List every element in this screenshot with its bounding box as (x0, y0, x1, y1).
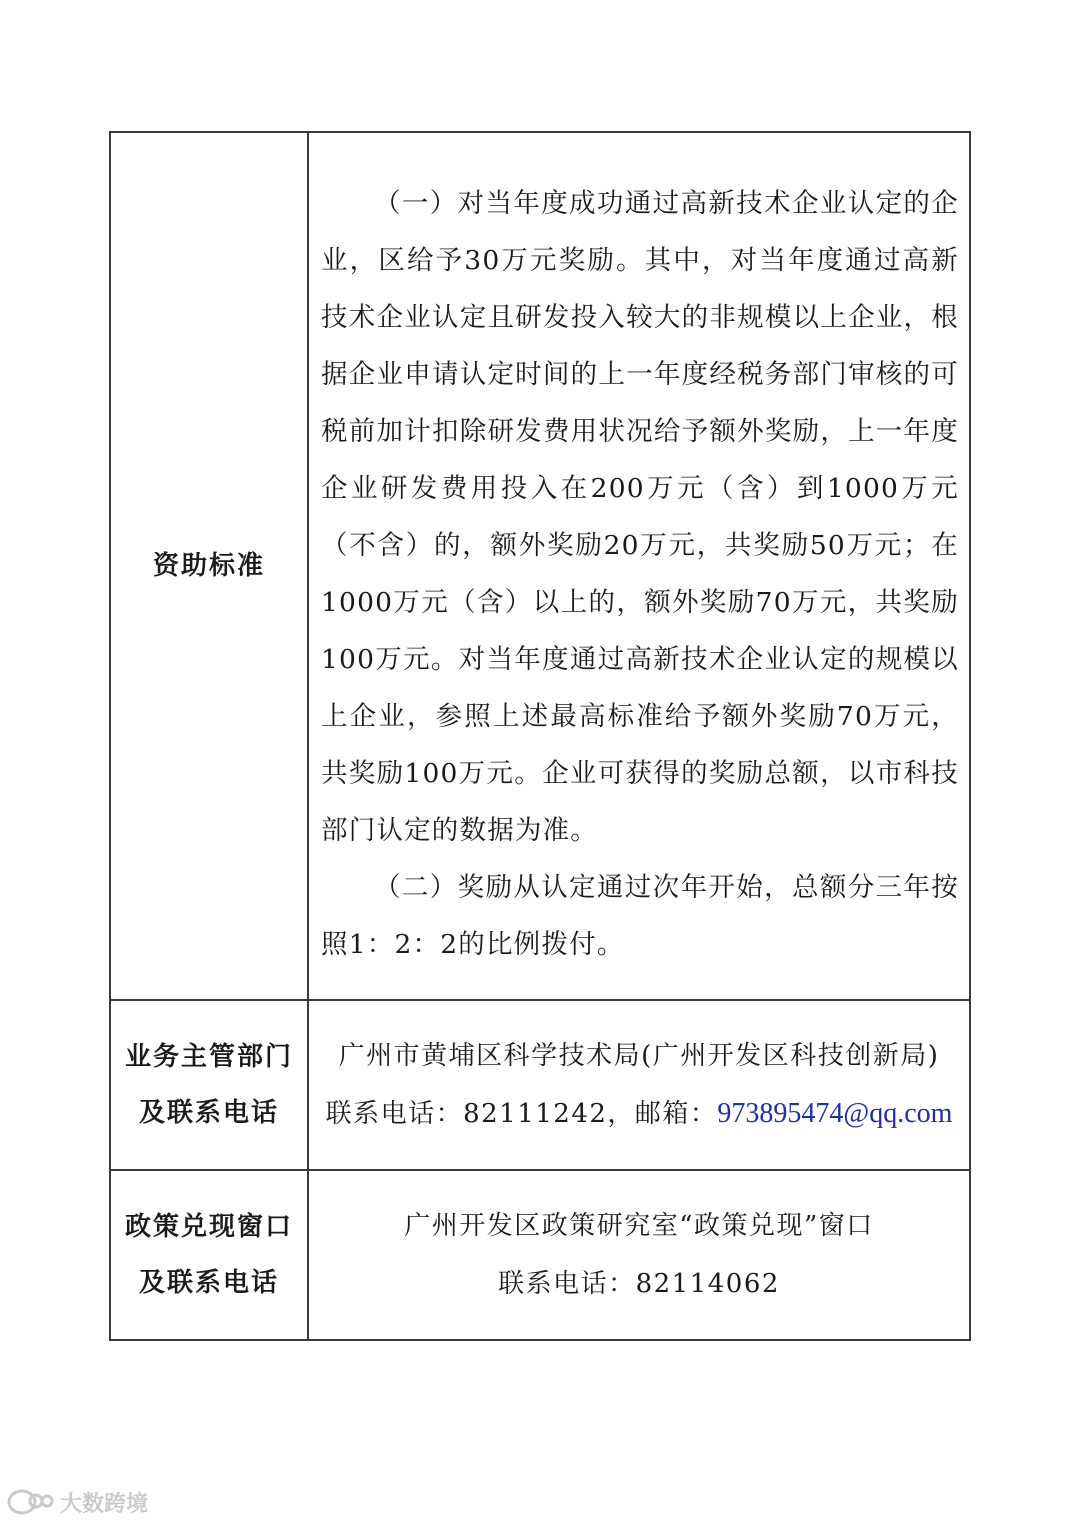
row-label-funding-standard (110, 132, 308, 1000)
phone-text: 联系电话：82111242，邮箱： (325, 1099, 718, 1129)
row-content-policy-window (308, 1170, 970, 1340)
watermark-text: 大数跨境 (60, 1491, 149, 1517)
table-row-funding-standard (110, 132, 970, 1000)
department-info (309, 1027, 969, 1143)
label-line-2: 及联系电话 (138, 1098, 279, 1128)
table-row-department (110, 1000, 970, 1170)
chat-bubble-logo-icon (6, 1487, 54, 1517)
policy-window-info (309, 1197, 969, 1313)
label-line-1: 政策兑现窗口 (124, 1212, 293, 1242)
label-line-1: 业务主管部门 (124, 1042, 293, 1072)
paragraph-2: （二）奖励从认定通过次年开始，总额分三年按照1：2：2的比例拨付。 (321, 872, 959, 960)
window-contact: 联系电话：82114062 (498, 1269, 780, 1299)
table-row-policy-window (110, 1170, 970, 1340)
watermark (6, 1482, 148, 1522)
window-name: 广州开发区政策研究室“政策兑现”窗口 (404, 1211, 874, 1241)
row-content-department (308, 1000, 970, 1170)
email-link[interactable]: 973895474@qq.com (717, 1098, 953, 1129)
policy-table (109, 131, 971, 1341)
funding-standard-text (309, 135, 969, 997)
department-contact (309, 1085, 969, 1143)
label-line-2: 及联系电话 (138, 1268, 279, 1298)
paragraph-1: （一）对当年度成功通过高新技术企业认定的企业，区给予30万元奖励。其中，对当年度通过高新技术企业认定且研发投入较大的非规模以上企业，根据企业申请认定时间的上一年度经税务部门审核的可税前加计扣除研发费用状况给予额外奖励，上一年度企业研发费用投入在200万元（含）到1000万元（不含）的，额外奖励20万元，共奖励50万元；在1000万元（含）以上的，额外奖励70万元，共奖励100万元。对当年度通过高新技术企业认定的规模以上企业，参照上述最高标准给予额外奖励70万元，共奖励100万元。企业可获得的奖励总额，以市科技部门认定的数据为准。 (321, 188, 959, 846)
label-text: 资助标准 (152, 551, 265, 581)
row-label-department (110, 1000, 308, 1170)
department-name: 广州市黄埔区科学技术局(广州开发区科技创新局) (338, 1041, 940, 1071)
row-content-funding-standard (308, 132, 970, 1000)
row-label-policy-window (110, 1170, 308, 1340)
